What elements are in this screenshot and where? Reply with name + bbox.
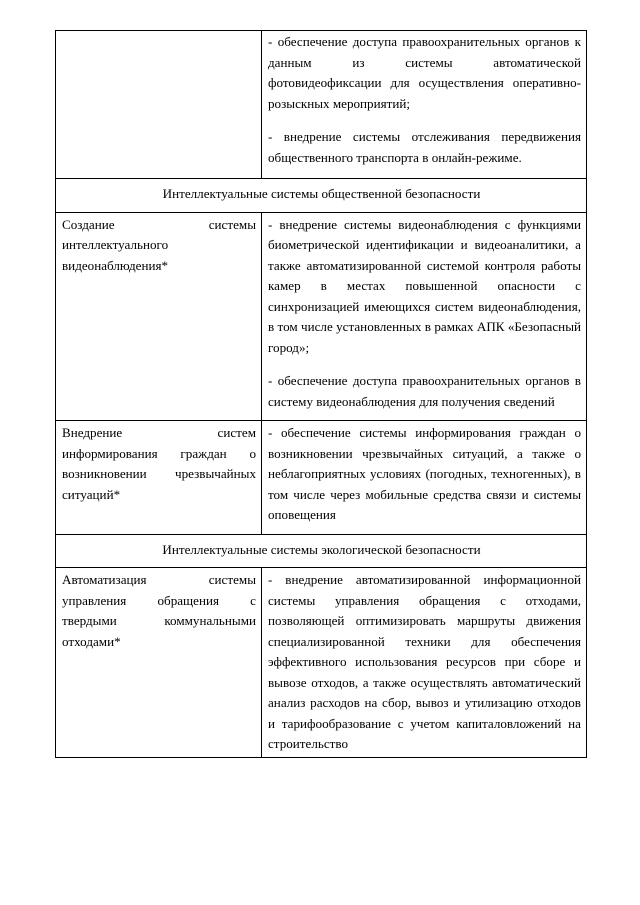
section-header-row (56, 179, 587, 213)
measure-paragraph: - обеспечение системы информирования граждан о возникновении чрезвычайных ситуаций, а также о неблагоприятных условиях (погодных, техногенных), в том числе через мобильные средства связи и системы оповещения (268, 425, 581, 522)
measure-name-cell (56, 421, 262, 535)
measure-paragraph: - обеспечение доступа правоохранительных органов к данным из системы автоматической фотовидеофиксации для осуществления оперативно-розыскных мероприятий; (268, 34, 581, 111)
measure-name-cell (56, 568, 262, 758)
section-header-row (56, 534, 587, 568)
measure-name: Создание системы интеллектуального видеонаблюдения* (62, 216, 256, 273)
measure-paragraph: - обеспечение доступа правоохранительных органов в систему видеонаблюдения для получения сведений (268, 373, 581, 409)
measure-paragraph: - внедрение системы отслеживания передвижения общественного транспорта в онлайн-режиме. (268, 129, 581, 165)
measure-paragraph: - внедрение системы видеонаблюдения с функциями биометрической идентификации и видеоаналитики, а также автоматизированной системой контроля работы камер в местах повышенной опасности с синхронизацией имеющихся систем видеонаблюдения, в том числе установленных в рамках АПК «Безопасный город»; (268, 216, 581, 355)
table-row (56, 31, 587, 179)
table-row (56, 421, 587, 535)
measure-description-cell (262, 31, 587, 179)
table-row (56, 212, 587, 421)
measure-description-cell (262, 421, 587, 535)
measure-name: Внедрение систем информирования граждан о возникновении чрезвычайных ситуаций* (62, 425, 256, 502)
section-header-ecological-safety: Интеллектуальные системы экологической безопасности (56, 534, 587, 568)
section-header-public-safety: Интеллектуальные системы общественной безопасности (56, 179, 587, 213)
measures-table (55, 30, 587, 758)
measure-paragraph: - внедрение автоматизированной информационной системы управления обращения с отходами, позволяющей оптимизировать маршруты движения специализированной техники для обеспечения эффективного использования ресурсов при сборе и вывозе отходов, а также осуществлять автоматический анализ расходов на сбор, вывоз и утилизацию отходов и тарифообразование с учетом капиталовложений на строительство (268, 572, 581, 751)
measure-name-cell (56, 31, 262, 179)
measure-name: Автоматизация системы управления обращения с твердыми коммунальными отходами* (62, 572, 256, 649)
measure-description-cell (262, 568, 587, 758)
table-row (56, 568, 587, 758)
measure-name-cell (56, 212, 262, 421)
measure-description-cell (262, 212, 587, 421)
